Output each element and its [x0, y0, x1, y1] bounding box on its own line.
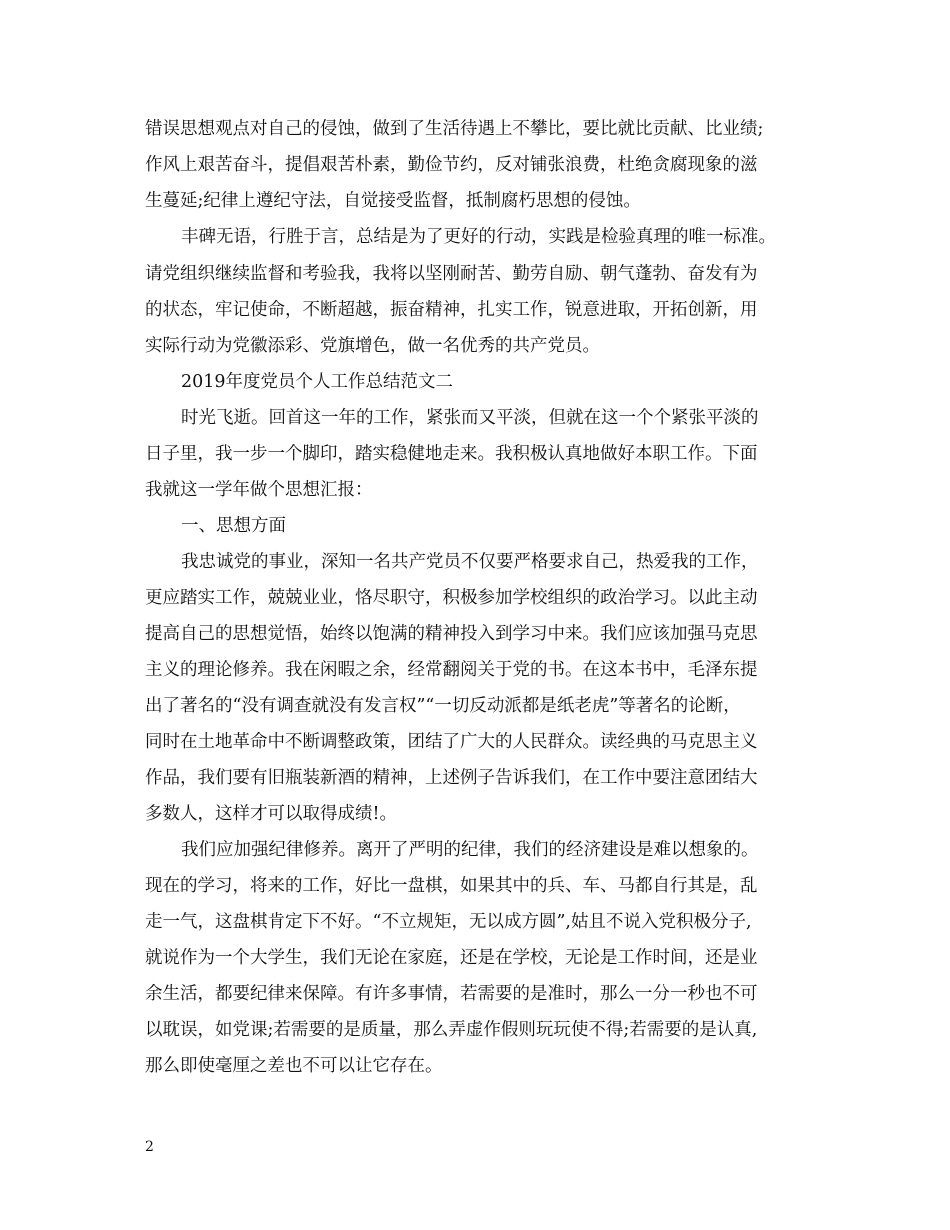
- text-line: 日子里，我一步一个脚印，踏实稳健地走来。我积极认真地做好本职工作。下面: [145, 444, 758, 464]
- text-line: 作风上艰苦奋斗，提倡艰苦朴素，勤俭节约，反对铺张浪费，杜绝贪腐现象的滋: [145, 155, 758, 175]
- text-line: 请党组织继续监督和考验我，我将以坚刚耐苦、勤劳自励、朝气蓬勃、奋发有为: [145, 264, 758, 284]
- text-line: 生蔓延;纪律上遵纪守法，自觉接受监督，抵制腐朽思想的侵蚀。: [145, 191, 641, 211]
- paragraph-first-line: 我们应加强纪律修养。离开了严明的纪律，我们的经济建设是难以想象的。: [181, 840, 759, 860]
- text-line: 实际行动为党徽添彩、党旗增色，做一名优秀的共产党员。: [145, 336, 600, 356]
- page-number: 2: [145, 1139, 154, 1155]
- text-line: 走一气，这盘棋肯定下不好。“不立规矩，无以成方圆”,姑且不说入党积极分子,: [145, 912, 752, 932]
- text-line: 那么即使毫厘之差也不可以让它存在。: [145, 1056, 443, 1076]
- text-line: 主义的理论修养。我在闲暇之余，经常翻阅关于党的书。在这本书中，毛泽东提: [145, 660, 758, 680]
- text-line: 出了著名的“没有调查就没有发言权”“一切反动派都是纸老虎”等著名的论断，: [145, 696, 741, 716]
- text-line: 现在的学习，将来的工作，好比一盘棋，如果其中的兵、车、马都自行其是，乱: [145, 876, 758, 896]
- text-line: 更应踏实工作，兢兢业业，恪尽职守，积极参加学校组织的政治学习。以此主动: [145, 588, 758, 608]
- text-line: 的状态，牢记使命，不断超越，振奋精神，扎实工作，锐意进取，开拓创新，用: [145, 300, 758, 320]
- text-line: 以耽误，如党课;若需要的是质量，那么弄虚作假则玩玩使不得;若需要的是认真,: [145, 1020, 758, 1040]
- text-line: 错误思想观点对自己的侵蚀，做到了生活待遇上不攀比，要比就比贡献、比业绩;: [145, 119, 764, 139]
- paragraph-first-line: 时光飞逝。回首这一年的工作，紧张而又平淡，但就在这一个个紧张平淡的: [181, 408, 759, 428]
- text-line: 作品，我们要有旧瓶装新酒的精神，上述例子告诉我们，在工作中要注意团结大: [145, 768, 758, 788]
- text-line: 余生活，都要纪律来保障。有许多事情，若需要的是准时，那么一分一秒也不可: [145, 984, 758, 1004]
- text-line: 多数人，这样才可以取得成绩!。: [145, 804, 398, 824]
- subsection-heading: 一、思想方面: [181, 516, 286, 536]
- text-line: 我就这一学年做个思想汇报：: [145, 480, 373, 500]
- section-heading: 2019年度党员个人工作总结范文二: [181, 372, 454, 392]
- paragraph-first-line: 丰碑无语，行胜于言，总结是为了更好的行动，实践是检验真理的唯一标准。: [181, 227, 776, 247]
- text-line: 提高自己的思想觉悟，始终以饱满的精神投入到学习中来。我们应该加强马克思: [145, 624, 758, 644]
- paragraph-first-line: 我忠诚党的事业，深知一名共产党员不仅要严格要求自己，热爱我的工作，: [181, 552, 759, 572]
- text-line: 就说作为一个大学生，我们无论在家庭，还是在学校，无论是工作时间，还是业: [145, 948, 758, 968]
- text-line: 同时在土地革命中不断调整政策，团结了广大的人民群众。读经典的马克思主义: [145, 732, 758, 752]
